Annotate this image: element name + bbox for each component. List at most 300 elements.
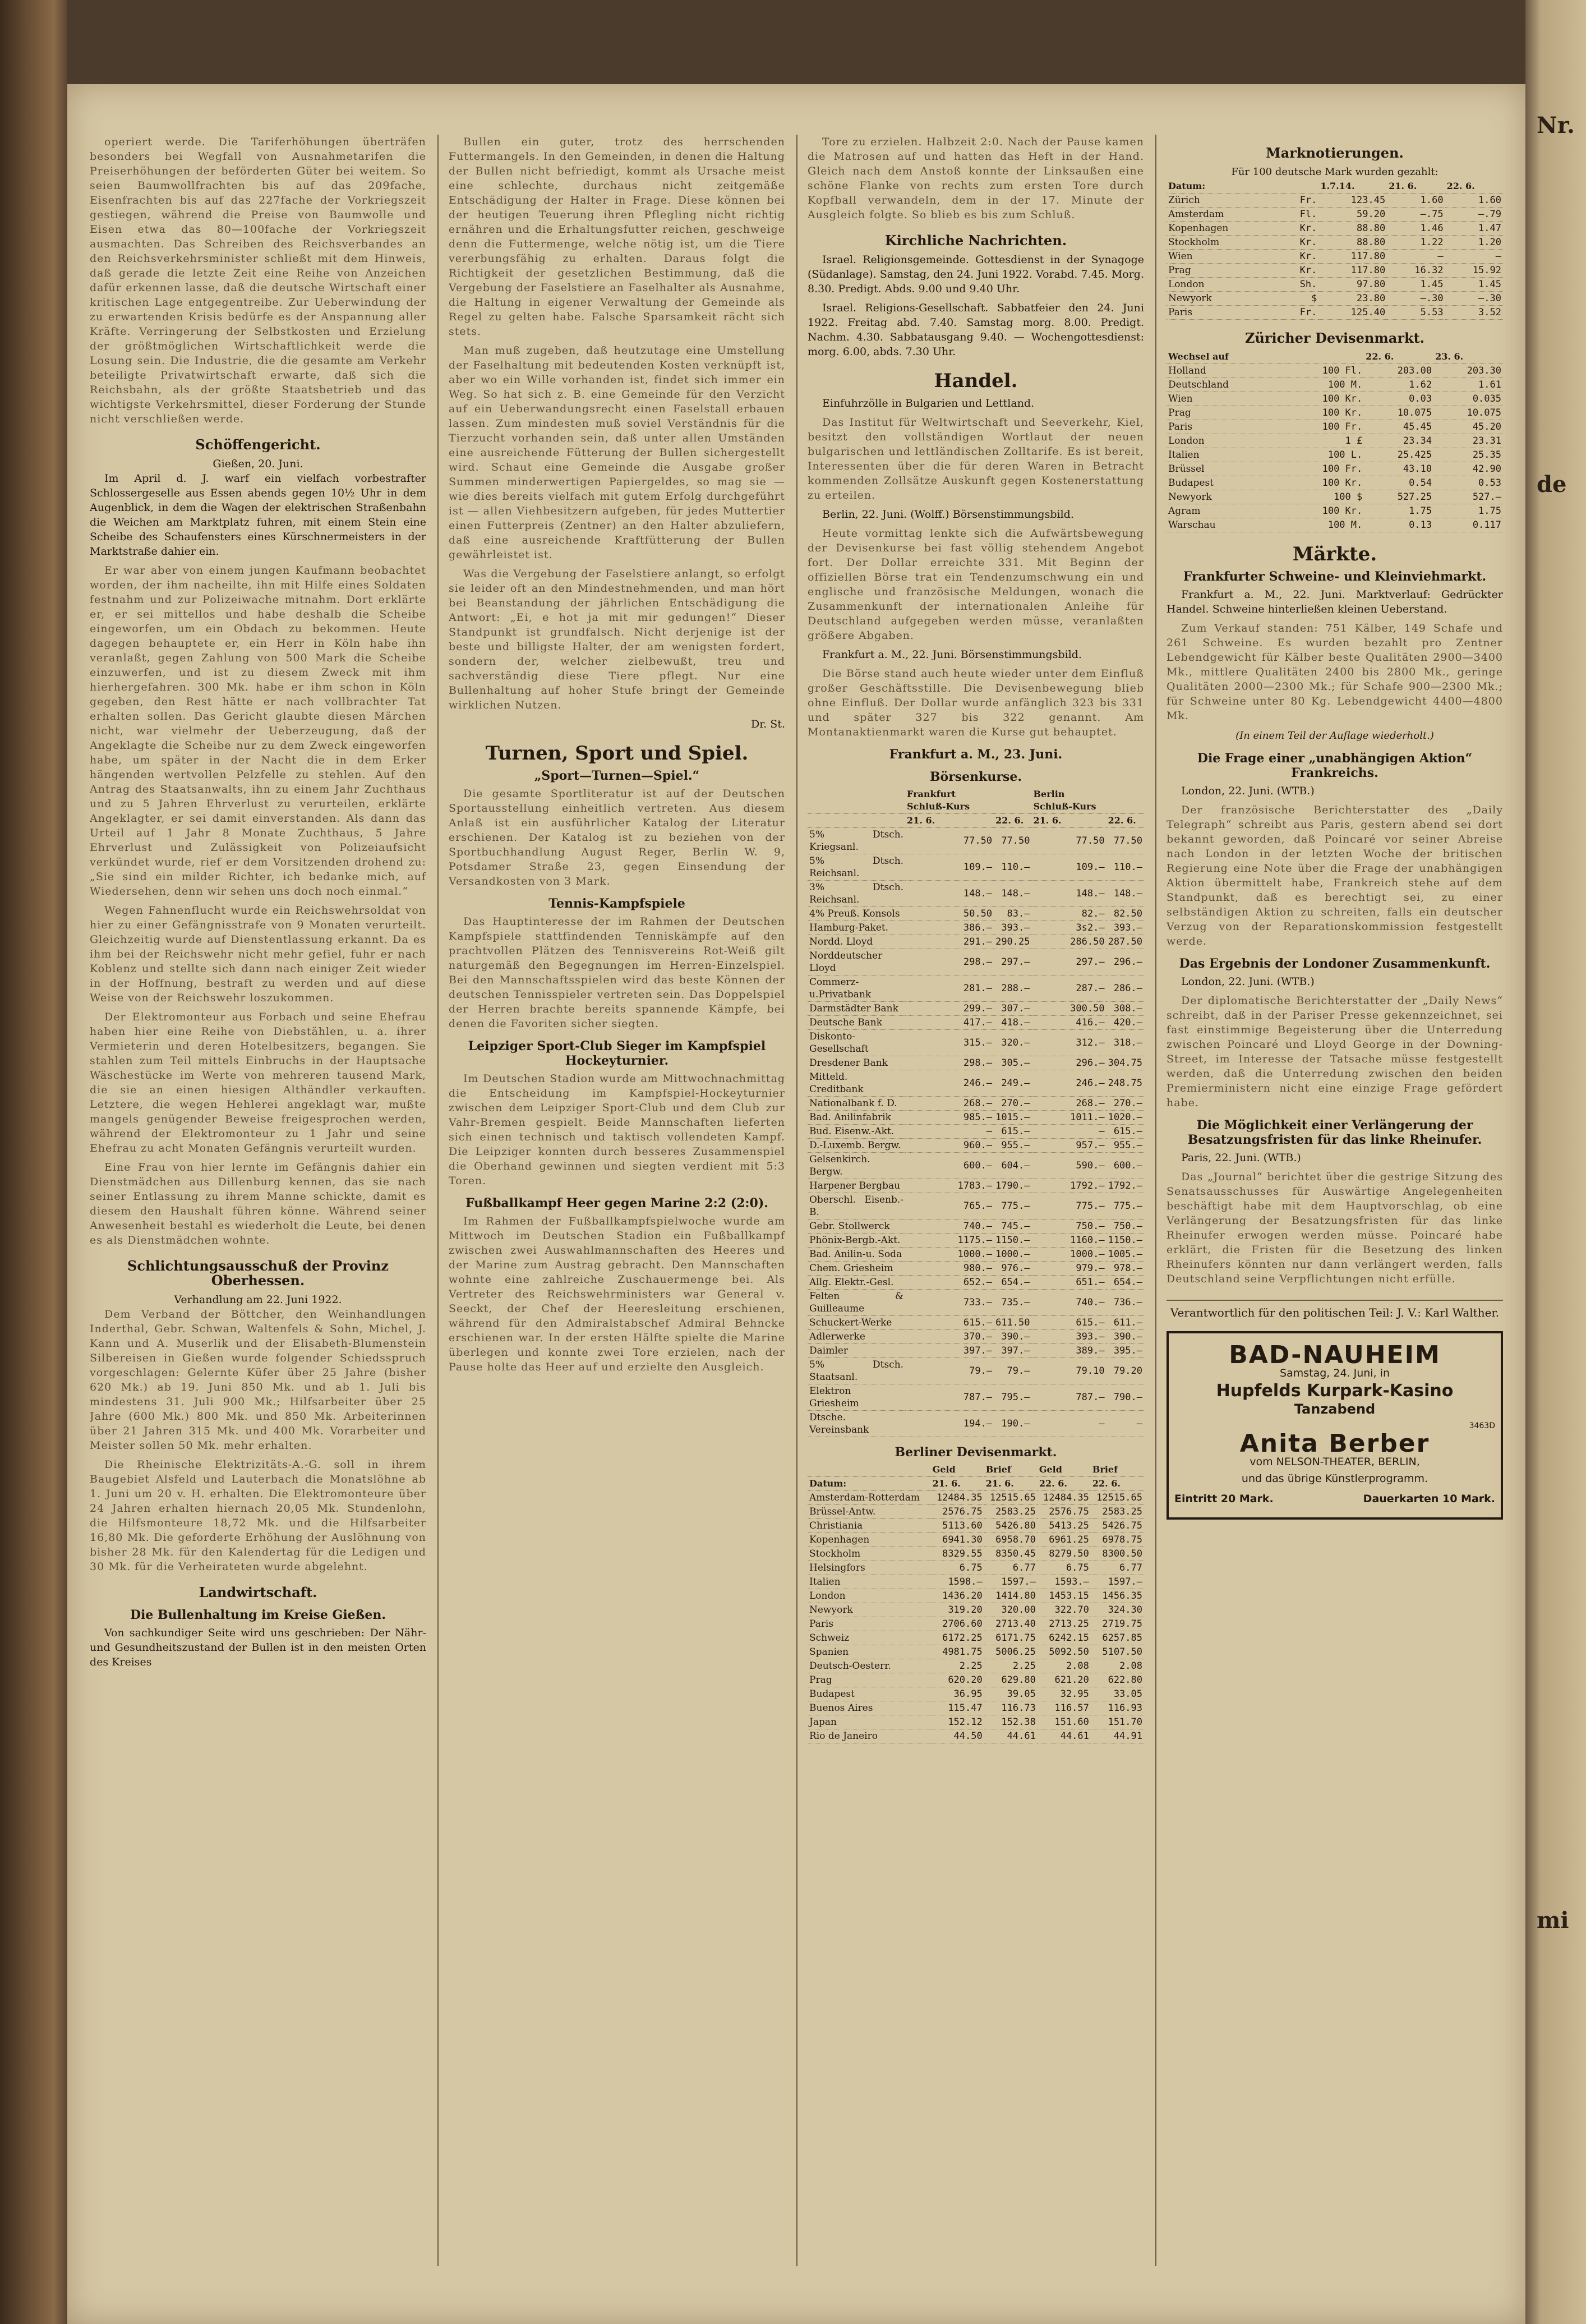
table-cell: 152.38 [984,1715,1038,1729]
table-cell: —.30 [1387,292,1445,306]
table-cell: 45.20 [1433,420,1503,434]
table-cell: 79.20 [1106,1358,1144,1384]
table-cell: 246.— [905,1070,994,1097]
table-cell: 654.— [1106,1276,1144,1290]
table-cell: 287.50 [1106,935,1144,949]
table-cell: Bud. Eisenw.-Akt. [808,1125,905,1139]
table-cell: 2.08 [1091,1659,1144,1673]
table-cell: 100 Fl. [1284,364,1364,378]
table-cell: 1.47 [1445,222,1503,236]
table-cell: Italien [808,1575,931,1589]
dateline: Gießen, 20. Juni. [213,458,303,470]
table-cell: 1.45 [1445,278,1503,292]
table-cell: — [1032,1125,1106,1139]
table-row [1167,306,1503,320]
table-cell: 6.77 [984,1561,1038,1575]
table-cell: 44.50 [931,1729,984,1743]
section-heading: Märkte. [1292,543,1377,565]
table-cell: 1.46 [1387,222,1445,236]
table-cell: 386.— [905,921,994,935]
table-cell: 6257.85 [1091,1631,1144,1645]
table-cell: 416.— [1032,1016,1106,1030]
section-heading: Turnen, Sport und Spiel. [485,742,749,765]
table-cell: 1150.— [1106,1234,1144,1248]
table-cell: 8279.50 [1038,1547,1091,1561]
table-cell: Sh. [1281,278,1318,292]
subheading: Die Bullenhaltung im Kreise Gießen. [130,1608,386,1622]
table-cell: 1011.— [1032,1111,1106,1125]
section-heading: Handel. [934,370,1018,392]
table-cell: Prag [1167,264,1281,278]
table-cell: Paris [1167,306,1281,320]
ad-date: Samstag, 24. Juni, in [1280,1367,1390,1379]
table-cell: 15.92 [1445,264,1503,278]
table-cell: 320.00 [984,1603,1038,1617]
table-cell: 6172.25 [931,1631,984,1645]
table-cell: 615.— [1106,1125,1144,1139]
paragraph: London, 22. Juni. (WTB.) [1181,785,1315,797]
table-cell: 1.45 [1387,278,1445,292]
table-cell: 79.10 [1032,1358,1106,1384]
body-text: Bullen ein guter, trotz des herrschenden Futtermangels. In den Gemeinden, in denen die Haltung der Bullen nicht befriedigt, kommt als Ursache meist eine schlechte, durchaus nicht zeitgemäße Entschädigung der Halter in Frage. Diese können bei der heutigen Teuerung ihren Pflegling nicht richtig ernähren und die Erhaltungsfutter reichen, geschweige denn die Futtermenge, welche nötig ist, um die Tiere vererbungsfähig zu erhalten. Daraus folgt die Richtigkeit der gesetzlichen Bestimmung, daß die Vergebung der Faselstiere an Faselhalter als Ausnahme, die Haltung in eigener Verwaltung der Gemeinde als Regel zu gelten habe. Falsche Sparsamkeit rächt sich stets. [449,136,785,338]
table-row [1167,490,1503,504]
subheading: Fußballkampf Heer gegen Marine 2:2 (2:0). [465,1196,768,1211]
table-cell: 8329.55 [931,1547,984,1561]
table-cell: 319.20 [931,1603,984,1617]
ad-season: Dauerkarten 10 Mark. [1363,1493,1495,1505]
table-header-cell: 21. 6. [984,1477,1038,1491]
table-cell: 1015.— [994,1111,1031,1125]
table-cell: 268.— [905,1097,994,1111]
table-cell: 100 M. [1284,378,1364,392]
table-cell: 115.47 [931,1701,984,1715]
table-cell: Newyork [808,1603,931,1617]
table-cell: 960.— [905,1139,994,1153]
table-cell: 2706.60 [931,1617,984,1631]
subheading: Die Möglichkeit einer Verlängerung der Besatzungsfristen für das linke Rheinufer. [1187,1118,1482,1147]
body-text: Das Institut für Weltwirtschaft und Seeverkehr, Kiel, besitzt den vollständigen Wortlaut der neuen bulgarischen und lettländischen Zolltarife. Es ist bereit, Interessenten über die für deren Waren in Betracht kommenden Zollsätze Auskunft gegen Kostenerstattung zu erteilen. [808,416,1144,501]
table-cell: 6941.30 [931,1533,984,1547]
table-cell: 1160.— [1032,1234,1106,1248]
table-row [808,907,1144,921]
table-cell: Newyork [1167,292,1281,306]
column-rule [1155,135,1156,2266]
table-cell: —.30 [1445,292,1503,306]
berlin-exchange-table [808,1463,1144,1743]
table-row [1167,476,1503,490]
table-row [808,1219,1144,1234]
table-row [808,1316,1144,1330]
table-row [808,1589,1144,1603]
table-cell: Gelsenkirch. Bergw. [808,1153,905,1179]
table-cell: Dresdener Bank [808,1056,905,1070]
table-row [808,1491,1144,1505]
table-cell: 6958.70 [984,1533,1038,1547]
table-cell: Elektron Griesheim [808,1384,905,1411]
table-cell: 318.— [1106,1030,1144,1056]
table-cell: 300.50 [1032,1002,1106,1016]
table-header-cell: Frankfurt Schluß-Kurs [905,788,994,814]
table-cell: 10.075 [1364,406,1433,420]
table-cell: 0.117 [1433,518,1503,532]
table-cell: Amsterdam-Rotterdam [808,1491,931,1505]
table-row [808,1547,1144,1561]
table-cell: Norddeutscher Lloyd [808,949,905,975]
table-cell: 390.— [994,1330,1031,1344]
table-cell: 393.— [1106,921,1144,935]
table-cell: Kr. [1281,250,1318,264]
author-signature: Dr. St. [751,718,785,730]
table-cell: 600.— [1106,1153,1144,1179]
table-row [1167,518,1503,532]
table-cell: 287.— [1032,975,1106,1002]
table-cell: 100 Fr. [1284,462,1364,476]
table-cell: Nordd. Lloyd [808,935,905,949]
table-cell: 1598.— [931,1575,984,1589]
table-row [808,1330,1144,1344]
body-text: Die Börse stand auch heute wieder unter dem Einfluß großer Geschäftsstille. Die Devisenbewegung blieb ohne Einfluß. Der Dollar wurde anfänglich 323 bis 331 und später 327 bis 322 genannt. Am Montanaktienmarkt waren die Kurse gut behauptet. [808,668,1144,738]
table-cell: 976.— [994,1262,1031,1276]
table-header-cell: 22. 6. [1445,180,1503,194]
table-header-row [808,788,1144,814]
table-cell: 1453.15 [1038,1589,1091,1603]
table-cell: 39.05 [984,1687,1038,1701]
table-cell: 100 M. [1284,518,1364,532]
adjacent-page [1525,0,1586,2324]
table-cell: Holland [1167,364,1284,378]
table-cell: Hamburg-Paket. [808,921,905,935]
book-binding [0,0,67,2324]
table-cell: 629.80 [984,1673,1038,1687]
adjacent-page-text: Nr. [1537,112,1575,139]
table-row [808,1097,1144,1111]
table-row [808,1030,1144,1056]
paragraph: Frankfurt a. M., 22. Juni. Börsenstimmungsbild. [822,648,1082,661]
table-cell: 203.00 [1364,364,1433,378]
table-cell: Paris [1167,420,1284,434]
table-cell: Italien [1167,448,1284,462]
table-cell: 5.53 [1387,306,1445,320]
table-header-cell: 22. 6. [1091,1477,1144,1491]
edition-note: (In einem Teil der Auflage wiederholt.) [1235,730,1434,742]
table-cell: D.-Luxemb. Bergw. [808,1139,905,1153]
table-cell: 5107.50 [1091,1645,1144,1659]
table-cell: 1790.— [994,1179,1031,1193]
table-cell: 151.60 [1038,1715,1091,1729]
table-row [808,949,1144,975]
column-4 [1167,135,1503,1520]
table-cell: 5426.75 [1091,1519,1144,1533]
table-cell: 740.— [1032,1290,1106,1316]
table-cell: 315.— [905,1030,994,1056]
table-cell: 736.— [1106,1290,1144,1316]
table-row [808,1153,1144,1179]
table-cell: 125.40 [1318,306,1387,320]
table-header-cell [808,788,905,814]
table-cell: 1.62 [1364,378,1433,392]
table-cell: 88.80 [1318,236,1387,250]
newspaper-page [67,84,1525,2324]
table-row [1167,434,1503,448]
ad-venue: Hupfelds Kurpark-Kasino [1216,1381,1454,1401]
table-cell: 6171.75 [984,1631,1038,1645]
table-cell: 322.70 [1038,1603,1091,1617]
table-cell: — [1387,250,1445,264]
table-cell: 100 Kr. [1284,476,1364,490]
table-cell: 148.— [1106,881,1144,907]
table-row [1167,420,1503,434]
table-cell: Allg. Elektr.-Gesl. [808,1276,905,1290]
table-row [1167,448,1503,462]
table-cell: Nationalbank f. D. [808,1097,905,1111]
table-row [808,828,1144,854]
body-text: Heute vormittag lenkte sich die Aufwärtsbewegung der Devisenkurse bei fast völlig stehendem Angebot fort. Der Dollar erreichte 331. Mit Beginn der offiziellen Börse trat ein Tendenzumschwung ein und englische und französische Meldungen, wonach die Zusammenkunft der internationalen Anleihe für Deutschland aufgegeben werden müsse, veranlaßten größere Abgaben. [808,527,1144,642]
table-cell: Budapest [808,1687,931,1701]
table-cell: Deutsch-Oesterr. [808,1659,931,1673]
table-cell: 324.30 [1091,1603,1144,1617]
table-header-cell: Geld [931,1463,984,1477]
table-row [808,921,1144,935]
subheading: Das Ergebnis der Londoner Zusammenkunft. [1179,956,1491,971]
table-cell: Darmstädter Bank [808,1002,905,1016]
table-header-cell [1284,350,1364,364]
table-cell: 765.— [905,1193,994,1219]
table-row [1167,292,1503,306]
table-cell: 305.— [994,1056,1031,1070]
column-2 [449,135,785,1379]
table-cell: 611.50 [994,1316,1031,1330]
table-cell: 1175.— [905,1234,994,1248]
table-cell: Adlerwerke [808,1330,905,1344]
table-cell: 148.— [994,881,1031,907]
ad-artist: Anita Berber [1239,1429,1430,1458]
table-cell: 82.— [1032,907,1106,921]
table-cell: 308.— [1106,1002,1144,1016]
table-cell: Christiania [808,1519,931,1533]
table-row [808,1193,1144,1219]
table-cell: 248.75 [1106,1070,1144,1097]
table-cell: 745.— [994,1219,1031,1234]
table-cell: Paris [808,1617,931,1631]
table-cell: 750.— [1032,1219,1106,1234]
table-cell: Harpener Bergbau [808,1179,905,1193]
table-cell: — [1032,1411,1106,1437]
body-text: operiert werde. Die Tariferhöhungen überträfen besonders bei Wegfall von Ausnahmetarifen die Preiserhöhungen der beförderten Güter bei weitem. So seien Baumwollfrachten bis auf das 209fache, Eisenfrachten bis auf das 227fache der Vorkriegszeit gestiegen, während die Preise von Baumwolle und Eisen etwa das 80—100fache der Vorkriegszeit ausmachten. Das Schreiben des Reichsverbandes an den Reichsverkehrsminister schließt mit dem Hinweis, daß gerade die letzte Zeit eine Reihe von Anzeichen dafür erkennen lasse, daß die deutsche Wirtschaft einer kritischen Lage entgegentreibe. Zur Ueberwindung der zu erwartenden Krisis bedürfe es der Anspannung aller Kräfte. Verringerung der Selbstkosten und Erzielung der größtmöglichen Wirtschaftlichkeit werde die Losung sein. Die Industrie, die die gesamte am Verkehr beteiligte Privatwirtschaft erwarte, daß sich die Reichsbahn, als der größte Staatsbetrieb und das wichtigste Verkehrsmittel, dieser Forderung der Stunde nicht verschließen werde. [90,136,426,425]
table-row [808,1519,1144,1533]
table-cell: 787.— [1032,1384,1106,1411]
body-text: Die gesamte Sportliteratur ist auf der Deutschen Sportausstellung einheitlich vertreten. Aus diesem Anlaß ist ein ausführlicher Katalog der Literatur erschienen. Der Katalog ist zu beziehen von der Sportbuchhandlung August Reger, Berlin W. 9, Potsdamer Straße 23, gegen Einsendung der Versandkosten von 3 Mark. [449,788,785,887]
table-cell: Commerz-u.Privatbank [808,975,905,1002]
table-header-cell: 22. 6. [1364,350,1433,364]
table-cell: 16.32 [1387,264,1445,278]
table-cell: Bad. Anilinfabrik [808,1111,905,1125]
body-text: Der diplomatische Berichterstatter der „Daily News“ schreibt, daß in der Pariser Presse gekennzeichnet, sei fast einstimmige Begeisterung über die Unterredung zwischen Poincaré und Lloyd George in der Downing-Street, im Interesse der Tatsache müsse festgestellt werden, daß die Unterredung zwischen den beiden Premierministern nicht eine einzige Frage gefördert habe. [1167,995,1503,1109]
table-cell: 3.52 [1445,306,1503,320]
table-row [808,1276,1144,1290]
section-heading: Züricher Devisenmarkt. [1244,330,1425,346]
subheading: Leipziger Sport-Club Sieger im Kampfspiel Hockeyturnier. [468,1039,766,1068]
stock-quotes-table [808,788,1144,1437]
subheading: Tennis-Kampfspiele [548,896,685,911]
table-header-row [808,1477,1144,1491]
table-row [808,1631,1144,1645]
table-cell: 979.— [1032,1262,1106,1276]
table-cell: 6978.75 [1091,1533,1144,1547]
table-cell: 6.75 [931,1561,984,1575]
table-cell: 2.08 [1038,1659,1091,1673]
table-cell: 1.60 [1445,194,1503,208]
table-cell: 1 £ [1284,434,1364,448]
table-cell: 10.075 [1433,406,1503,420]
table-cell: Diskonto-Gesellschaft [808,1030,905,1056]
table-row [1167,250,1503,264]
table-row [1167,278,1503,292]
table-cell: 148.— [905,881,994,907]
table-cell: 611.— [1106,1316,1144,1330]
table-cell: Stockholm [808,1547,931,1561]
table-cell: Amsterdam [1167,208,1281,222]
table-cell: 32.95 [1038,1687,1091,1701]
table-cell: 787.— [905,1384,994,1411]
table-cell: Kr. [1281,236,1318,250]
table-row [808,1617,1144,1631]
table-cell: 100 Kr. [1284,406,1364,420]
table-row [808,1344,1144,1358]
table-cell: $ [1281,292,1318,306]
table-cell: 615.— [905,1316,994,1330]
subheading: Frankfurter Schweine- und Kleinviehmarkt. [1183,569,1487,584]
table-row [808,1111,1144,1125]
table-header-cell: 21. 6. [1387,180,1445,194]
body-text: Er war aber von einem jungen Kaufmann beobachtet worden, der ihm nacheilte, ihn mit Hilfe eines Soldaten festnahm und zur Polizeiwache mitnahm. Dort erklärte er, er sei mittellos und habe deshalb die Scheibe eingeworfen, um ein Obdach zu bekommen. Heute dagegen behauptete er, ein Herr in Köln habe ihn veranlaßt, gegen Zahlung von 500 Mark die Scheibe einzuwerfen, und ist zu diesem Zweck mit ihm hierhergefahren. 300 Mk. habe er ihm schon in Köln gegeben, den Rest hätte er nach vollbrachter Tat erhalten sollen. Das Gericht glaubte diesen Märchen nicht, war vielmehr der Ueberzeugung, daß der Angeklagte die Scheibe nur zu dem Zweck eingeworfen habe, um später in der Nacht die in dem Erker hängenden wertvollen Pelzfelle zu stehlen. Auf den Antrag des Staatsanwalts, ihn zu einem Jahr Zuchthaus und zu 5 Jahren Ehrverlust zu verurteilen, erklärte Angeklagter, er sei damit einverstanden. Als dann das Urteil auf 1 Jahr 8 Monate Zuchthaus, 5 Jahre Ehrverlust und Zulässigkeit von Polizeiaufsicht verkündet wurde, rief er dem Vorsitzenden drohend zu: „Sie sind ein milder Richter, ich bedanke mich, auf Wiedersehen, denn wir sehen uns doch noch einmal.“ [90,564,426,898]
table-row [1167,462,1503,476]
table-cell: 23.31 [1433,434,1503,448]
table-cell: 23.80 [1318,292,1387,306]
table-cell: Deutsche Bank [808,1016,905,1030]
table-caption: Für 100 deutsche Mark wurden gezahlt: [1231,166,1439,178]
paragraph: Von sachkundiger Seite wird uns geschrieben: Der Nähr- und Gesundheitszustand der Bullen ist in den meisten Orten des Kreises [90,1627,426,1668]
table-cell: Brüssel [1167,462,1284,476]
section-heading: Marknotierungen. [1266,145,1404,161]
table-cell: 1000.— [1032,1248,1106,1262]
table-cell: 1.61 [1433,378,1503,392]
subheading: „Sport—Turnen—Spiel.“ [534,768,700,783]
table-cell: 88.80 [1318,222,1387,236]
table-row [1167,208,1503,222]
table-header-cell: Datum: [1167,180,1281,194]
table-cell: 100 Fr. [1284,420,1364,434]
table-cell: London [1167,434,1284,448]
body-text: Was die Vergebung der Faselstiere anlangt, so erfolgt sie leider oft an den Mindestnehmenden, und man hört bei Beanstandung der jährlichen Entschädigung die Antwort: „Ei, e hot ja mit mir gedungen!“ Dieser Standpunkt ist grundfalsch. Nicht derjenige ist der beste und billigste Halter, der am wenigsten fordert, sondern der, welcher zielbewußt, treu und sachverständig diese Tiere pflegt. Nur eine Bullenhaltung auf hoher Stufe bringt der Gemeinde wirklichen Nutzen. [449,568,785,711]
table-cell: 2713.25 [1038,1617,1091,1631]
table-cell: 8350.45 [984,1547,1038,1561]
table-cell: 6.77 [1091,1561,1144,1575]
subheading: Die Frage einer „unabhängigen Aktion“ Frankreichs. [1197,751,1473,780]
table-cell: 312.— [1032,1030,1106,1056]
table-cell: 77.50 [994,828,1031,854]
table-row [808,1384,1144,1411]
column-1 [90,135,426,1674]
paragraph: Einfuhrzölle in Bulgarien und Lettland. [822,397,1035,409]
table-cell: 268.— [1032,1097,1106,1111]
table-cell: 44.91 [1091,1729,1144,1743]
table-row [808,1715,1144,1729]
table-cell: 1783.— [905,1179,994,1193]
table-cell: 740.— [905,1219,994,1234]
table-header-cell: Berlin Schluß-Kurs [1032,788,1106,814]
table-cell: 6242.15 [1038,1631,1091,1645]
table-cell: 654.— [994,1276,1031,1290]
table-cell: Kr. [1281,222,1318,236]
ad-from: vom NELSON-THEATER, BERLIN, [1250,1456,1420,1468]
ad-place: BAD-NAUHEIM [1229,1341,1441,1369]
body-text: Das Hauptinteresse der im Rahmen der Deutschen Kampfspiele stattfindenden Tenniskämpfe auf den prachtvollen Plätzen des Tennisvereins Rot-Weiß gilt naturgemäß den Begegnungen im Herren-Einzelspiel. Bei den Mannschaftsspielen wird das beste Können der deutschen Tennisspieler vertreten sein. Das Doppelspiel der Herren brachte bereits spannende Kämpfe, bei denen die Favoriten sicher siegten. [449,915,785,1030]
table-row [808,1659,1144,1673]
table-cell: 286.50 [1032,935,1106,949]
table-cell: Schweiz [808,1631,931,1645]
table-row [808,1139,1144,1153]
table-header-cell [994,788,1031,814]
table-cell: Schuckert-Werke [808,1316,905,1330]
table-cell: 298.— [905,949,994,975]
table-cell: Stockholm [1167,236,1281,250]
table-row [808,1603,1144,1617]
table-cell: Fr. [1281,194,1318,208]
table-row [1167,222,1503,236]
table-cell: 290.25 [994,935,1031,949]
table-cell: 5413.25 [1038,1519,1091,1533]
table-row [1167,378,1503,392]
table-cell: 1.75 [1364,504,1433,518]
table-cell: 957.— [1032,1139,1106,1153]
table-row [1167,264,1503,278]
table-row [808,1645,1144,1659]
table-cell: 775.— [994,1193,1031,1219]
column-3 [808,135,1144,1743]
table-cell: 109.— [1032,854,1106,881]
table-cell: 270.— [994,1097,1031,1111]
table-cell: 194.— [905,1411,994,1437]
table-header-cell: 22. 6. [994,814,1031,828]
table-cell: 50.50 [905,907,994,921]
table-cell: — [1445,250,1503,264]
paragraph: Paris, 22. Juni. (WTB.) [1181,1152,1301,1164]
table-row [808,1533,1144,1547]
table-cell: —.75 [1387,208,1445,222]
table-cell: 79.— [905,1358,994,1384]
table-cell: 100 Kr. [1284,504,1364,518]
table-row [808,1234,1144,1248]
table-cell: 1020.— [1106,1111,1144,1125]
table-row [1167,236,1503,250]
table-cell: 83.— [994,907,1031,921]
table-cell: 5092.50 [1038,1645,1091,1659]
table-cell: 1436.20 [931,1589,984,1603]
table-cell: 420.— [1106,1016,1144,1030]
table-cell: 116.57 [1038,1701,1091,1715]
table-row [808,1016,1144,1030]
body-text: Im Deutschen Stadion wurde am Mittwochnachmittag die Entscheidung im Kampfspiel-Hockeyturnier zwischen dem Leipziger Sport-Club und dem Club zur Vahr-Bremen gespielt. Beide Mannschaften lieferten sich einen technisch und taktisch vollendeten Kampf. Die Leipziger konnten durch besseres Zusammenspiel die Oberhand gewinnen und siegten verdient mit 5:3 Toren. [449,1073,785,1187]
section-heading: Schöffengericht. [195,436,321,453]
table-cell: Prag [1167,406,1284,420]
table-cell: 23.34 [1364,434,1433,448]
table-cell: 397.— [994,1344,1031,1358]
ad-others: und das übrige Künstlerprogramm. [1241,1472,1428,1485]
table-cell: 0.035 [1433,392,1503,406]
body-text: Dem Verband der Böttcher, den Weinhandlungen Inderthal, Gebr. Schwan, Waltenfels & Sohn, Michel, J. Kann und A. Muserlik und der Elisabeth-Blumenstein Silbereisen in Gießen wurde folgender Schiedsspruch vorgeschlagen: Gelernte Küfer über 25 Jahre (bisher 620 Mk.) ab 19. Juni 850 Mk. und ab 1. Juli bis mindestens 31. Juli 900 Mk.; Hilfsarbeiter über 25 Jahre (600 Mk.) 800 Mk. und 850 Mk. Arbeiterinnen über 21 Jahren 315 Mk. und 400 Mk. Vorarbeiter und Meister sollen 50 Mk. mehr erhalten. [90,1308,426,1452]
table-cell: 4% Preuß. Konsols [808,907,905,921]
table-row [1167,392,1503,406]
